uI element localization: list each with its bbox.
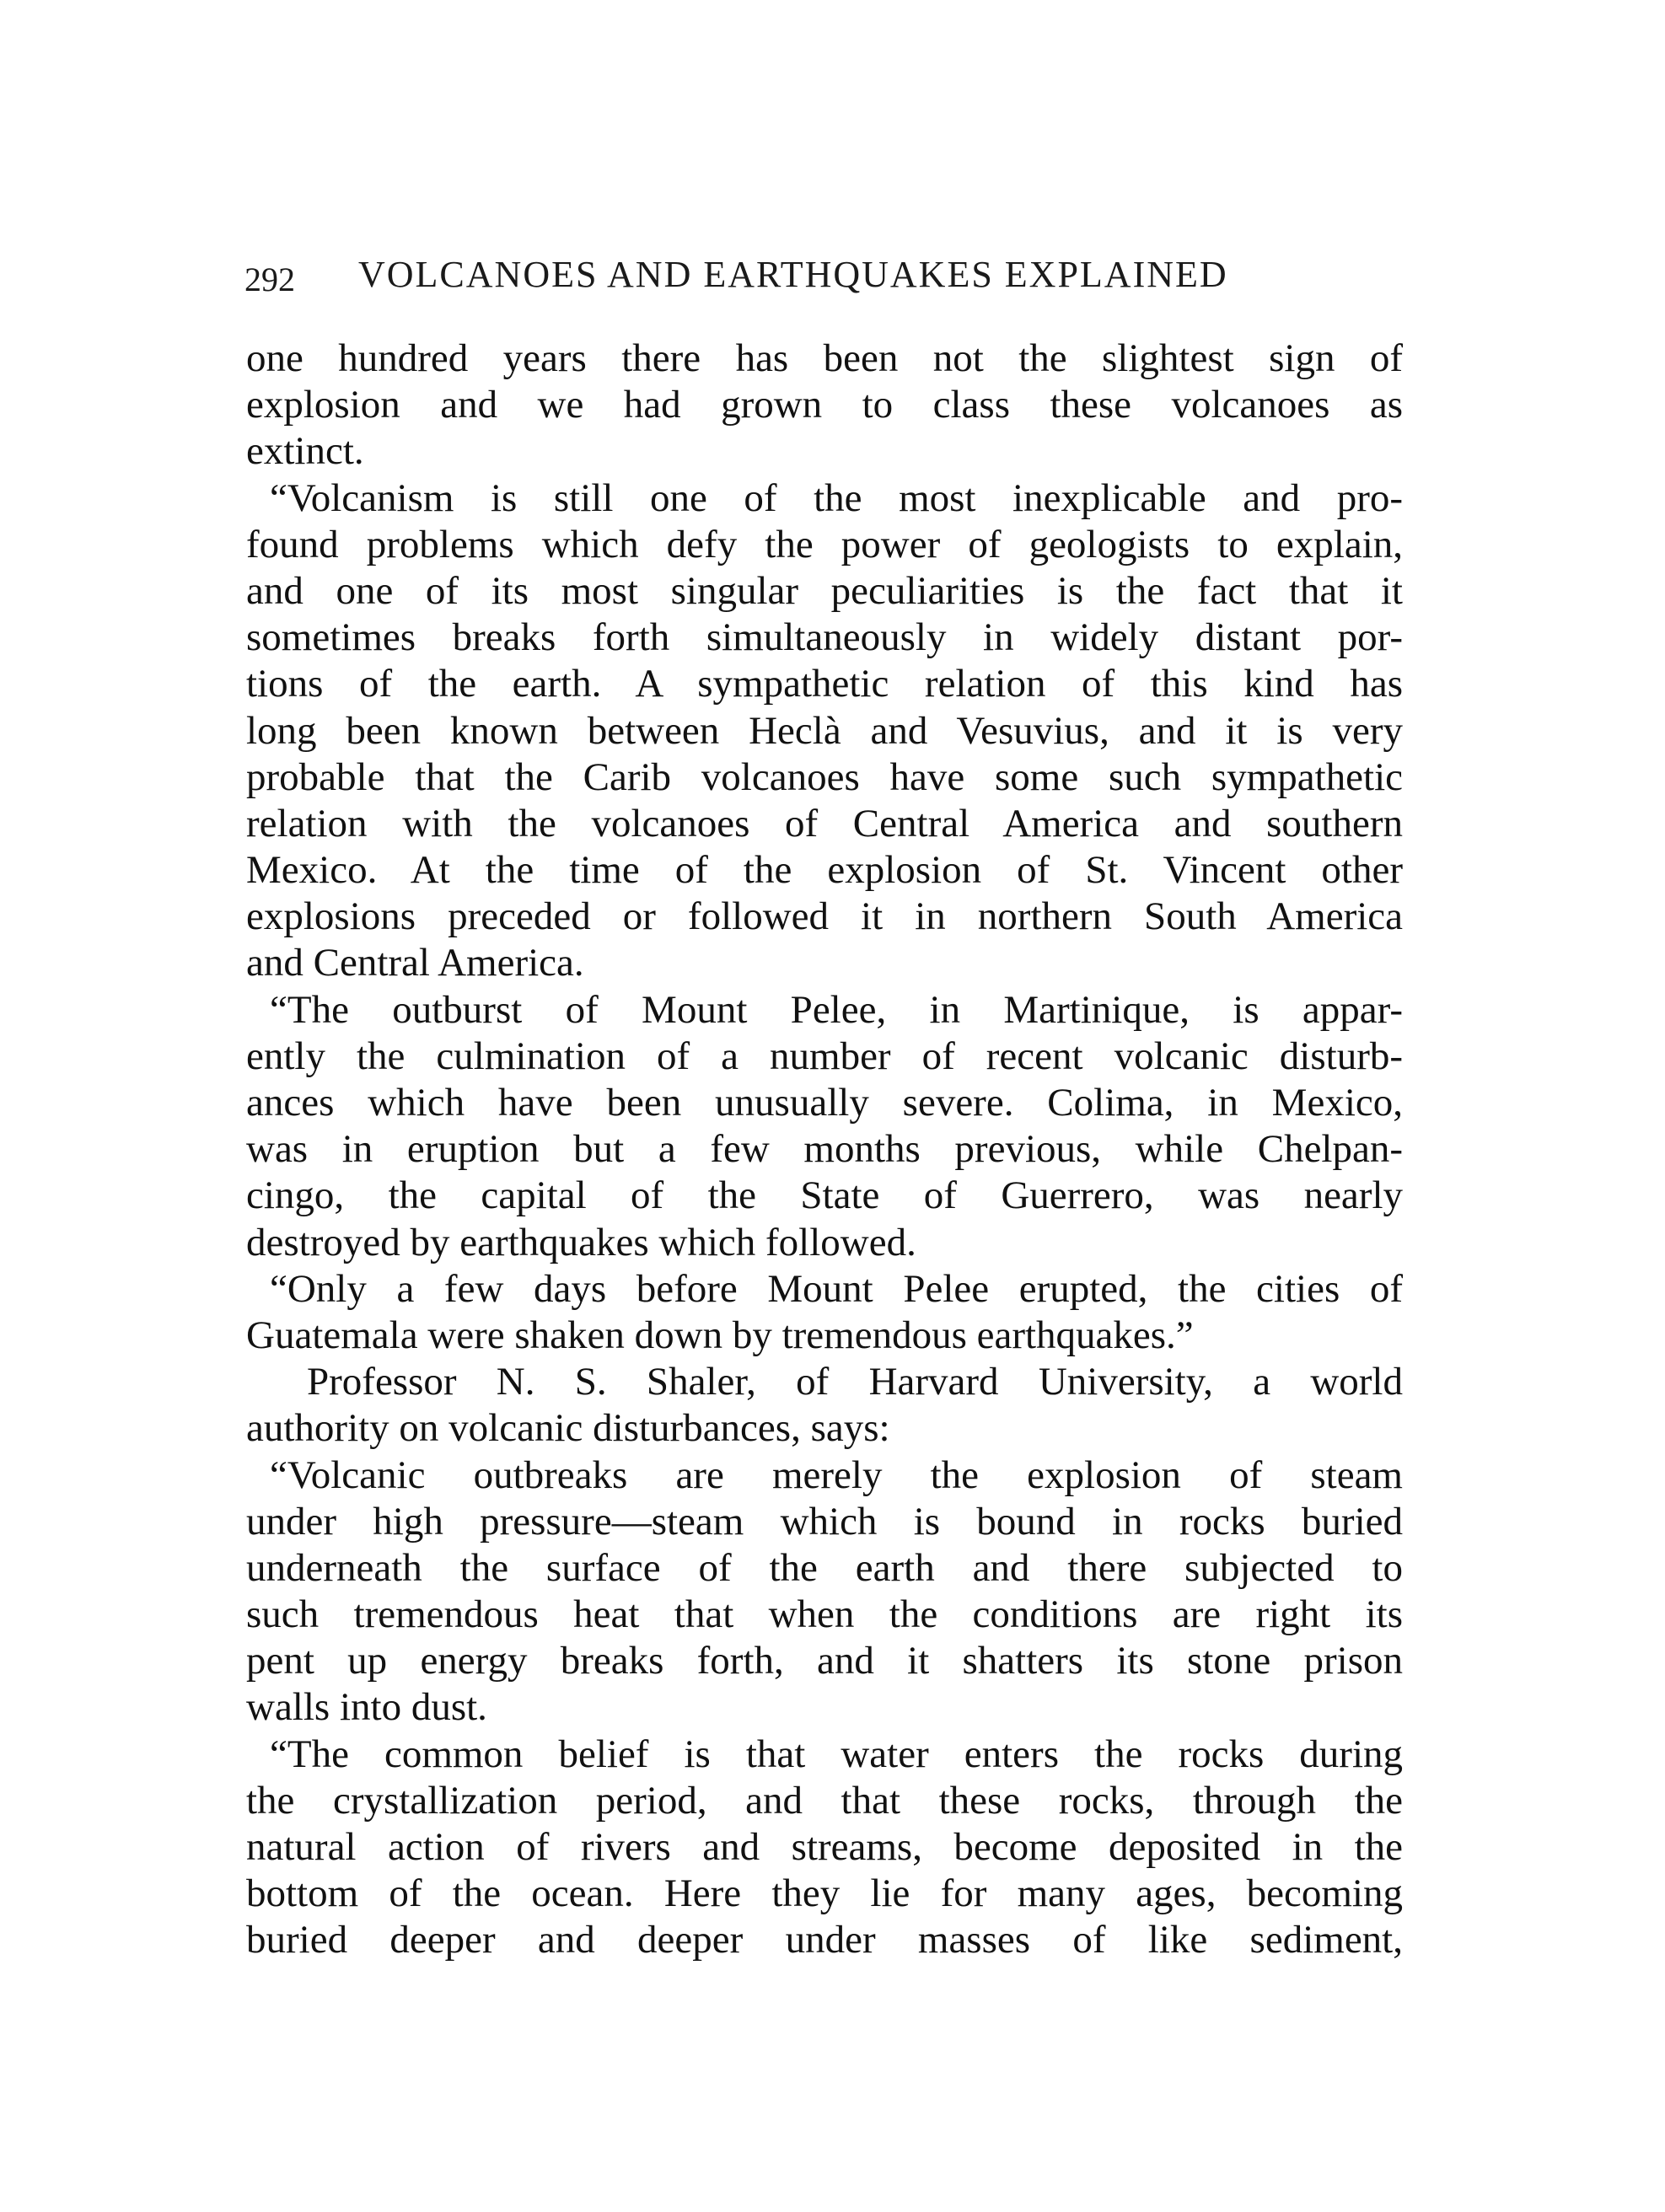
text-line: one hundred years there has been not the slightest sign of xyxy=(246,336,1403,380)
text-line: found problems which defy the power of geologists to explain, xyxy=(246,522,1403,566)
page-number: 292 xyxy=(244,260,295,298)
paragraph xyxy=(246,1731,1403,1964)
paragraph xyxy=(246,987,1403,1266)
text-line: ently the culmination of a number of recent volcanic disturb- xyxy=(246,1034,1403,1078)
text-line: buried deeper and deeper under masses of like sediment, xyxy=(246,1918,1403,1962)
text-line: Professor N. S. Shaler, of Harvard University, a world xyxy=(307,1360,1403,1404)
text-line: explosion and we had grown to class these volcanoes as xyxy=(246,383,1403,427)
text-line: “Only a few days before Mount Pelee erupted, the cities of xyxy=(270,1266,1403,1311)
text-line: and Central America. xyxy=(246,941,584,985)
text-line: relation with the volcanoes of Central America and southern xyxy=(246,801,1403,846)
text-line: explosions preceded or followed it in northern South America xyxy=(246,894,1403,939)
text-line: probable that the Carib volcanoes have some such sympathetic xyxy=(246,754,1403,799)
paragraph xyxy=(246,336,1403,475)
text-line: ances which have been unusually severe. Colima, in Mexico, xyxy=(246,1081,1403,1125)
text-line: was in eruption but a few months previous, while Chelpan- xyxy=(246,1127,1403,1172)
text-line: “The outburst of Mount Pelee, in Martinique, is appar- xyxy=(270,987,1403,1032)
text-line: such tremendous heat that when the conditions are right its xyxy=(246,1592,1403,1637)
paragraph xyxy=(246,1359,1403,1452)
paragraph xyxy=(246,475,1403,987)
text-line: “Volcanism is still one of the most inexplicable and pro- xyxy=(270,475,1403,520)
text-line: under high pressure—steam which is bound in rocks buried xyxy=(246,1499,1403,1544)
running-title: VOLCANOES AND EARTHQUAKES EXPLAINED xyxy=(358,254,1228,295)
text-line: the crystallization period, and that these rocks, through the xyxy=(246,1778,1403,1823)
body-text xyxy=(246,336,1403,1964)
text-line: pent up energy breaks forth, and it shatters its stone prison xyxy=(246,1639,1403,1683)
text-line: Guatemala were shaken down by tremendous earthquakes.” xyxy=(246,1313,1194,1357)
paragraph xyxy=(246,1266,1403,1359)
paragraph xyxy=(246,1452,1403,1731)
text-line: Mexico. At the time of the explosion of St. Vincent other xyxy=(246,848,1403,893)
text-line: “The common belief is that water enters the rocks during xyxy=(270,1731,1403,1776)
text-line: natural action of rivers and streams, become deposited in the xyxy=(246,1825,1403,1869)
text-line: “Volcanic outbreaks are merely the explosion of steam xyxy=(270,1452,1403,1497)
text-line: cingo, the capital of the State of Guerrero, was nearly xyxy=(246,1173,1403,1218)
text-line: destroyed by earthquakes which followed. xyxy=(246,1220,916,1264)
running-header xyxy=(244,253,1408,303)
text-line: underneath the surface of the earth and there subjected to xyxy=(246,1545,1403,1590)
text-line: and one of its most singular peculiarities is the fact that it xyxy=(246,568,1403,613)
text-line: walls into dust. xyxy=(246,1685,487,1730)
text-line: tions of the earth. A sympathetic relation of this kind has xyxy=(246,662,1403,706)
text-line: authority on volcanic disturbances, says: xyxy=(246,1406,890,1451)
text-line: sometimes breaks forth simultaneously in widely distant por- xyxy=(246,615,1403,660)
text-line: extinct. xyxy=(246,429,364,474)
text-line: long been known between Heclà and Vesuvius, and it is very xyxy=(246,708,1403,753)
text-line: bottom of the ocean. Here they lie for many ages, becoming xyxy=(246,1871,1403,1916)
